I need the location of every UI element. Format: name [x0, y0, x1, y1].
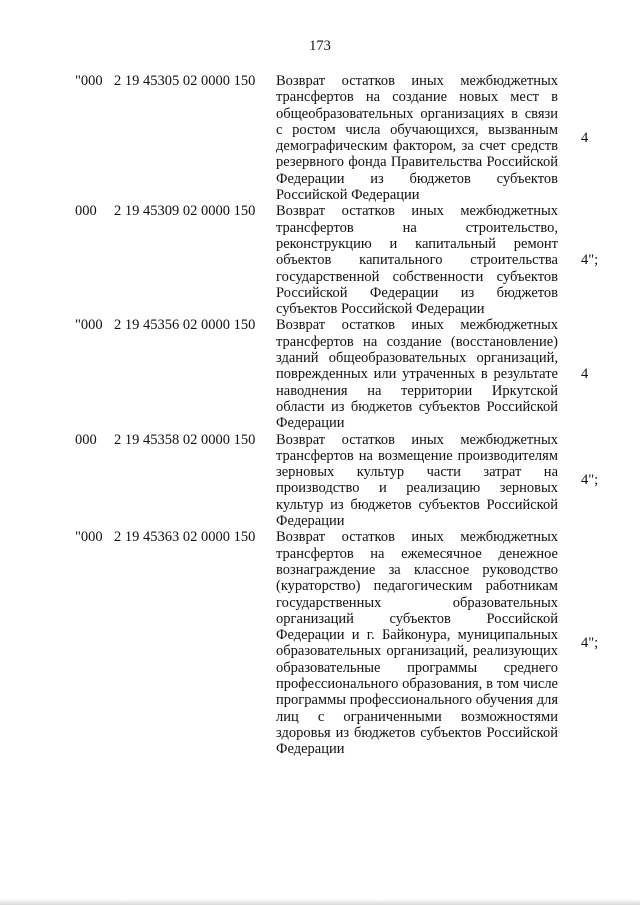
budget-classification-code: 2 19 45309 02 0000 150: [114, 203, 256, 220]
row-prefix: 000: [75, 203, 97, 220]
row-description: Возврат остатков иных межбюджетных трансфертов на создание (восстановление) зданий общеобразовательных организаций, поврежденных или утраченных в результате наводнения на территории Иркутской области из бюджетов субъектов Российской Федерации: [276, 317, 558, 432]
row-description: Возврат остатков иных межбюджетных трансфертов на возмещение производителям зерновых культур части затрат на производство и реализацию зерновых культур из бюджетов субъектов Российской Федерации: [276, 431, 558, 530]
table-row: [0, 73, 640, 203]
scan-bottom-edge: [0, 899, 640, 905]
budget-classification-code: 2 19 45305 02 0000 150: [114, 73, 256, 89]
table-row: [0, 317, 640, 431]
budget-classification-code: 2 19 45363 02 0000 150: [114, 529, 256, 546]
page-number: 173: [309, 38, 331, 54]
budget-classification-code: 2 19 45358 02 0000 150: [114, 431, 256, 448]
row-prefix: "000: [75, 529, 103, 546]
row-amount: 4";: [581, 635, 599, 652]
row-amount: 4";: [581, 252, 599, 269]
row-prefix: "000: [75, 317, 103, 334]
table-row: [0, 203, 640, 317]
budget-code-table: [0, 73, 640, 757]
row-prefix: "000: [75, 73, 103, 89]
table-row: [0, 529, 640, 757]
table-row: [0, 432, 640, 530]
budget-classification-code: 2 19 45356 02 0000 150: [114, 317, 256, 334]
row-amount: 4: [581, 366, 589, 383]
row-prefix: 000: [75, 431, 97, 448]
row-description: Возврат остатков иных межбюджетных трансфертов на строительство, реконструкцию и капитальный ремонт объектов капитального строительства государственной собственности субъектов Российской Федерации из бюджетов субъектов Российской Федерации: [276, 203, 558, 318]
row-amount: 4";: [581, 472, 599, 489]
row-description: Возврат остатков иных межбюджетных трансфертов на создание новых мест в общеобразовательных организациях в связи с ростом числа обучающихся, вызванным демографическим фактором, за счет средств резервного фонда Правительства Российской Федерации из бюджетов субъектов Российской Федерации: [276, 73, 558, 204]
row-amount: 4: [581, 130, 589, 147]
row-description: Возврат остатков иных межбюджетных трансфертов на ежемесячное денежное вознаграждение за классное руководство (кураторство) педагогическим работникам государственных образовательных организаций субъектов Российской Федерации и г. Байконура, муниципальных образовательных организаций, реализующих образовательные программы среднего профессионального образования, в том числе программы профессионального обучения для лиц с ограниченными возможностями здоровья из бюджетов субъектов Российской Федерации: [276, 529, 558, 758]
